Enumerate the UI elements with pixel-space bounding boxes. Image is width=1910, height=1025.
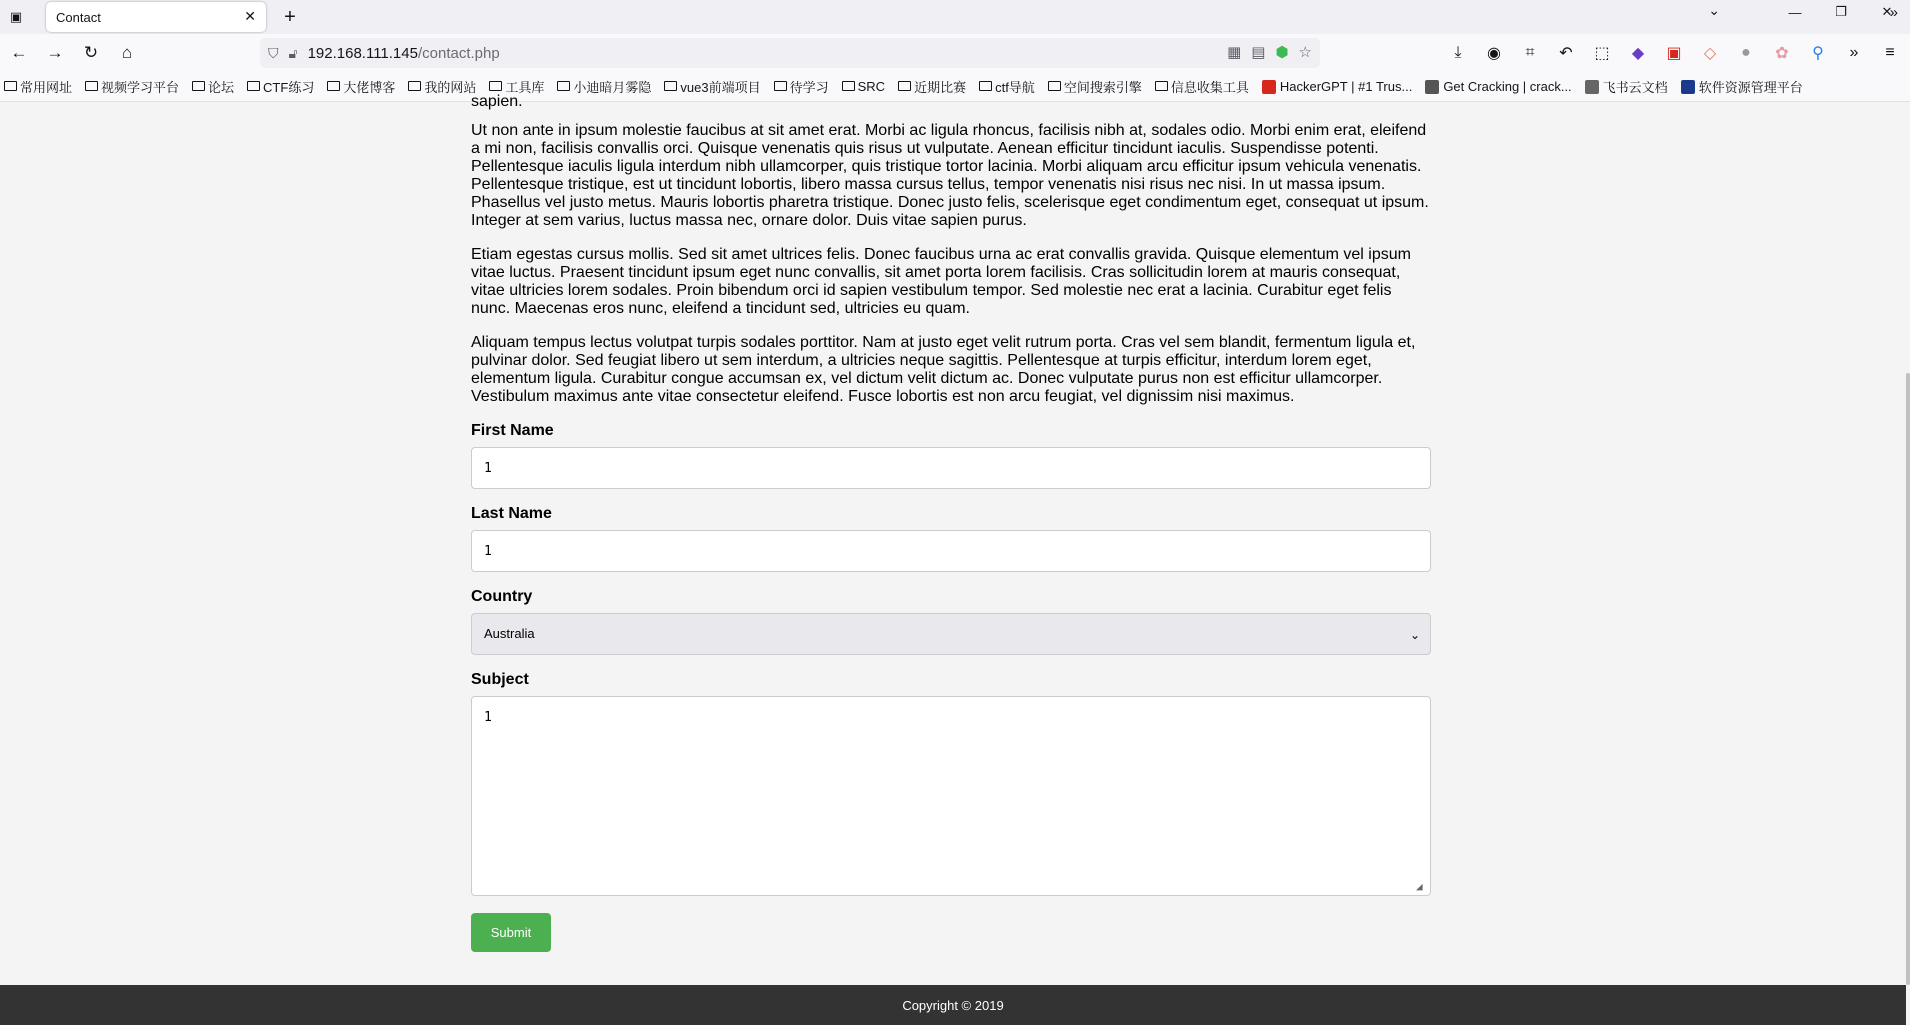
menu-icon[interactable]: ≡ xyxy=(1885,44,1895,61)
address-bar[interactable] xyxy=(260,38,1320,68)
bookmark-label: 视频学习平台 xyxy=(101,80,180,95)
resize-grip-icon[interactable]: ◢ xyxy=(1416,880,1423,893)
bookmark-item[interactable] xyxy=(557,77,651,96)
country-label: Country xyxy=(471,588,533,605)
bookmark-label: 工具库 xyxy=(505,80,545,95)
page-footer xyxy=(0,985,1906,1025)
subject-textarea[interactable] xyxy=(471,696,1431,896)
first-name-input[interactable] xyxy=(471,447,1431,489)
folder-icon xyxy=(557,81,570,91)
page-viewport xyxy=(0,93,1910,1025)
list-all-tabs-icon[interactable]: ⌄ xyxy=(1708,2,1720,18)
shield-icon[interactable]: ⛉ xyxy=(268,44,279,61)
back-icon[interactable]: ← xyxy=(10,43,28,62)
last-name-input[interactable] xyxy=(471,530,1431,572)
bookmark-item[interactable] xyxy=(1155,77,1249,96)
copyright-text: Copyright © 2019 xyxy=(902,997,1004,1013)
bookmark-item[interactable] xyxy=(4,77,72,96)
extensions-icon[interactable]: ⬚ xyxy=(1594,45,1610,62)
bookmark-item[interactable] xyxy=(774,77,829,96)
first-name-label: First Name xyxy=(471,422,554,439)
contact-form xyxy=(471,422,1431,952)
bookmark-item[interactable] xyxy=(85,77,179,96)
bookmark-label: 软件资源管理平台 xyxy=(1698,80,1803,95)
folder-icon xyxy=(979,81,992,91)
insecure-lock-icon[interactable]: 🔓︎ xyxy=(288,44,298,61)
bookmark-label: vue3前端项目 xyxy=(680,80,761,95)
toolbar-right xyxy=(1440,38,1908,68)
bookmark-item[interactable] xyxy=(979,77,1035,96)
qr-code-icon[interactable]: ▦ xyxy=(1227,44,1242,61)
folder-icon xyxy=(327,81,340,91)
bookmark-label: 空间搜索引擎 xyxy=(1063,80,1142,95)
folder-icon xyxy=(1048,81,1061,91)
close-window-button[interactable]: ✕ xyxy=(1881,4,1893,19)
bookmark-label: 待学习 xyxy=(789,80,829,95)
folder-icon xyxy=(4,81,17,91)
url-actions xyxy=(1227,43,1312,61)
folder-icon xyxy=(489,81,502,91)
tab-title: Contact xyxy=(56,9,101,25)
paragraph-2: Etiam egestas cursus mollis. Sed sit amet ultrices felis. Donec faucibus urna ac erat convallis gravida. Quisque elementum vel ipsum vitae luctus. Praesent tincidunt ipsum eget nunc convallis, sit amet porta lorem facilisis. Cras sollicitudin lorem at mauris consequat, vitae ultricies lorem sodales. Proin bibendum orci id sapien vestibulum tempor. Sed molestie nec erat a lacinia. Curabitur eget felis nunc. Maecenas eros nunc, eleifend a tincidunt sed, ultricies eu quam. xyxy=(471,246,1411,317)
submit-button[interactable]: Submit xyxy=(471,913,551,952)
downloads-icon[interactable]: ⤓ xyxy=(1454,44,1462,61)
restore-button[interactable]: ❐ xyxy=(1835,4,1847,19)
country-selected-value: Australia xyxy=(484,626,535,641)
bookmark-item[interactable] xyxy=(898,77,966,96)
folder-icon xyxy=(408,81,421,91)
bookmark-item[interactable] xyxy=(247,77,314,96)
subject-label: Subject xyxy=(471,671,529,688)
last-name-label: Last Name xyxy=(471,505,552,522)
bookmark-label: ctf导航 xyxy=(995,80,1035,95)
screenshot-icon[interactable]: ⌗ xyxy=(1525,44,1535,61)
subject-value: 1 xyxy=(484,710,492,725)
folder-icon xyxy=(85,81,98,91)
chevron-down-icon: ⌄ xyxy=(1409,628,1420,642)
overflow-chevrons-icon[interactable]: » xyxy=(1849,44,1859,61)
bookmark-item[interactable] xyxy=(408,77,476,96)
extension-blue-icon[interactable]: ⚲ xyxy=(1812,45,1824,62)
undo-icon[interactable]: ↶ xyxy=(1559,45,1573,62)
folder-icon xyxy=(1155,81,1168,91)
folder-icon xyxy=(247,81,260,91)
bookmark-label: 近期比赛 xyxy=(914,80,967,95)
bookmark-label: 论坛 xyxy=(208,80,235,95)
reader-view-icon[interactable]: ▤ xyxy=(1251,44,1266,61)
home-icon[interactable]: ⌂ xyxy=(121,43,133,62)
folder-icon xyxy=(664,81,677,91)
hackergpt-favicon xyxy=(1262,80,1276,94)
paragraph-3: Aliquam tempus lectus volutpat turpis sodales porttitor. Nam at justo eget velit rutrum porta. Cras vel sem blandit, fermentum ligula et, pulvinar dolor. Sed feugiat libero ut sem interdum, a ultricies neque sagittis. Pellentesque at turpis efficitur, interdum lorem eget, elementum ligula. Curabitur congue accumsan ex, vel dictum velit dictum ac. Donec vulputate purus non est efficitur ullamcorper. Vestibulum maximus ante vitae consectetur eleifend. Fusce lobortis est non arcu feugiat, vel dignissim nisi maximus. xyxy=(471,334,1416,405)
bookmark-label: CTF练习 xyxy=(263,80,315,95)
scrollbar-thumb[interactable] xyxy=(1906,373,1910,985)
reload-icon[interactable]: ↻ xyxy=(83,43,99,62)
bookmark-item[interactable] xyxy=(1681,77,1803,96)
bookmark-label: 常用网址 xyxy=(20,80,73,95)
software-favicon xyxy=(1681,80,1695,94)
bookmark-star-icon[interactable]: ☆ xyxy=(1298,44,1312,61)
tab-bar xyxy=(0,0,1910,34)
bookmark-label: SRC xyxy=(857,79,886,94)
bookmark-label: Get Cracking | crack... xyxy=(1443,79,1572,94)
forward-icon[interactable]: → xyxy=(46,43,64,62)
bookmark-label: 信息收集工具 xyxy=(1170,80,1249,95)
country-select[interactable] xyxy=(471,613,1431,655)
crack-favicon xyxy=(1425,80,1439,94)
extension-pink-icon[interactable]: ✿ xyxy=(1775,45,1789,62)
bookmark-label: 大佬博客 xyxy=(343,80,396,95)
extension-gray-icon[interactable]: ● xyxy=(1741,44,1751,61)
folder-icon xyxy=(842,81,855,91)
tab-contact[interactable] xyxy=(46,2,266,32)
navigation-toolbar xyxy=(0,34,1910,72)
folder-icon xyxy=(192,81,205,91)
paragraph-1: Ut non ante in ipsum molestie faucibus at sit amet erat. Morbi ac ligula rhoncus, facilisis nibh at, sodales odio. Morbi enim erat, eleifend a mi non, facilisis convallis orci. Quisque venenatis quis risus ut vulputate. Aenean efficitur tincidunt iaculis. Suspendisse potenti. Pellentesque iaculis ligula interdum nibh ullamcorper, quis tristique tortor lacinia. Morbi aliquam arcu efficitur ipsum vehicula venenatis. Pellentesque tristique, est ut tincidunt lobortis, libero massa cursus tellus, tempor venenatis nisi risus nec nisi. In ut massa ipsum. Phasellus vel justo metus. Mauris lobortis pharetra tristique. Donec justo felis, scelerisque eget condimentum eget, consequat ut ipsum. Integer at sem varius, luctus massa nec, ornare dolor. Duis vitae sapien purus. xyxy=(471,122,1429,229)
cut-off-text: sapien. xyxy=(471,93,523,110)
bookmark-item[interactable] xyxy=(192,77,234,96)
minimize-button[interactable]: — xyxy=(1788,4,1802,20)
url-host: 192.168.111.145 xyxy=(307,44,418,62)
page-content xyxy=(471,93,1431,952)
tab-list-icon[interactable]: ▣ xyxy=(9,9,23,24)
bookmark-item[interactable] xyxy=(1425,79,1571,94)
bookmark-item[interactable] xyxy=(327,77,395,96)
account-icon[interactable]: ◉ xyxy=(1487,45,1501,62)
bookmark-item[interactable] xyxy=(1262,79,1412,94)
close-tab-icon[interactable]: ✕ xyxy=(244,8,256,24)
bookmark-label: HackerGPT | #1 Trus... xyxy=(1279,79,1413,94)
folder-icon xyxy=(774,81,787,91)
bookmarks-overflow-icon[interactable]: » xyxy=(1889,4,1898,21)
bookmark-item[interactable] xyxy=(664,77,760,96)
extension-purple-icon[interactable]: ◆ xyxy=(1631,45,1645,62)
globe-icon xyxy=(1585,80,1599,94)
folder-icon xyxy=(898,81,911,91)
extension-diamond-icon[interactable]: ◇ xyxy=(1703,45,1717,62)
bookmark-item[interactable] xyxy=(842,79,885,94)
url-path: /contact.php xyxy=(417,44,500,62)
extension-red-badge-icon[interactable]: ▣ xyxy=(1666,45,1682,62)
bookmark-label: 我的网站 xyxy=(424,80,477,95)
bookmark-label: 小迪暗月雾隐 xyxy=(573,80,652,95)
extension-green-icon[interactable]: ⬢ xyxy=(1275,44,1289,61)
new-tab-button[interactable]: + xyxy=(284,5,296,28)
bookmarks-toolbar xyxy=(0,72,1910,102)
bookmark-item[interactable] xyxy=(1048,77,1142,96)
bookmark-label: 飞书云文档 xyxy=(1602,80,1668,95)
bookmark-item[interactable] xyxy=(1585,77,1668,96)
